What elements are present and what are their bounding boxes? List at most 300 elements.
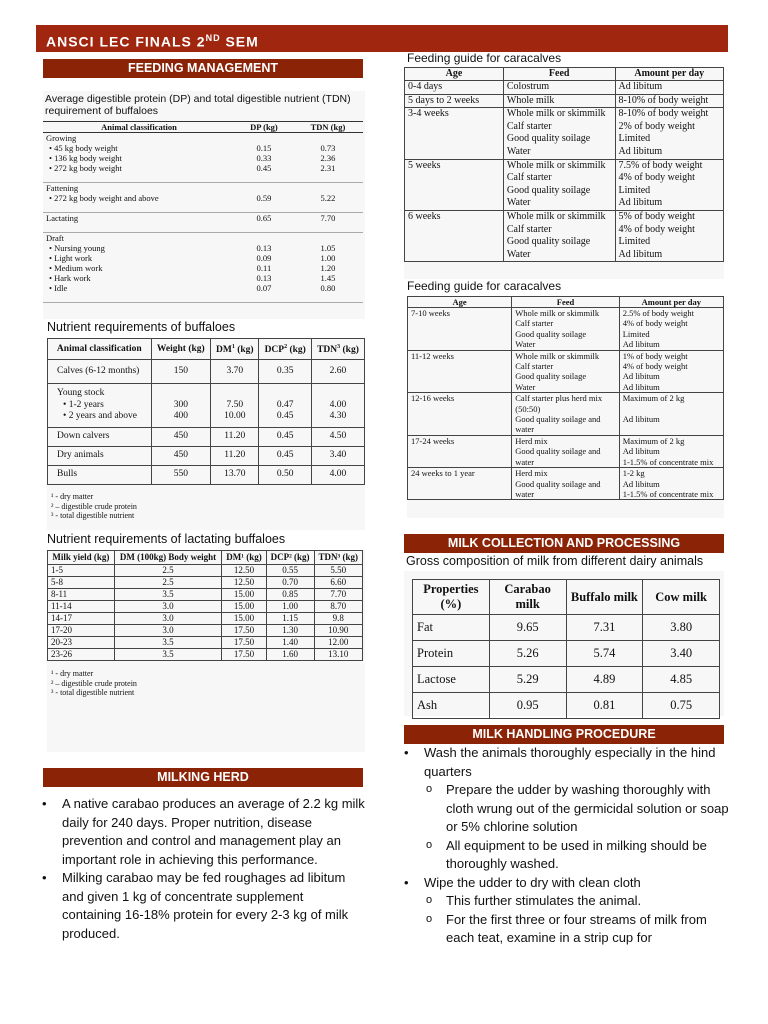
cell-line: Good quality soilage and xyxy=(515,414,601,425)
tdn-value: 7.70 xyxy=(293,213,363,233)
dm-cell xyxy=(211,384,259,428)
cell-line: Limited xyxy=(622,328,650,339)
column-header: Buffalo milk xyxy=(566,580,643,615)
cell-line xyxy=(155,388,208,400)
table-row xyxy=(48,360,365,384)
cell-line: Whole milk or skimmilk xyxy=(506,108,606,120)
cell-line: Ad libitum xyxy=(618,197,663,209)
table-row xyxy=(43,263,363,273)
table-row xyxy=(405,94,724,108)
cell-line: • 2 years and above xyxy=(63,411,138,422)
caracalves-table-1 xyxy=(404,67,724,262)
cell-line: 400 xyxy=(173,411,188,422)
table-cell: 12.00 xyxy=(314,637,362,649)
table-row xyxy=(43,273,363,283)
table-cell: 1.30 xyxy=(266,625,314,637)
table-row xyxy=(408,393,724,436)
cell-line: 3.70 xyxy=(226,365,244,376)
table-row xyxy=(413,615,720,641)
table-cell: 17.50 xyxy=(222,649,266,661)
tdn-cell xyxy=(311,428,364,447)
table-cell: 5.29 xyxy=(489,667,566,693)
dp-value: 0.15 xyxy=(256,143,272,153)
row-label xyxy=(48,428,152,447)
row-label: • 136 kg body weight xyxy=(49,153,122,163)
table-row xyxy=(48,589,363,601)
w-cell xyxy=(151,466,211,485)
age-cell: 0-4 days xyxy=(405,81,504,95)
table-row xyxy=(43,133,363,144)
footnote: ² – digestible crude protein xyxy=(51,501,137,511)
list-item xyxy=(398,874,734,948)
cell-line: Maximum of 2 kg xyxy=(622,435,685,446)
w-cell xyxy=(151,360,211,384)
table-cell: 1.15 xyxy=(266,613,314,625)
row-label: • 45 kg body weight xyxy=(49,143,118,153)
dcp-cell xyxy=(259,384,311,428)
dp-value: 0.11 xyxy=(256,263,272,273)
table-row xyxy=(43,233,363,244)
cell-line: Young stock xyxy=(57,388,105,399)
table-cell: 1-5 xyxy=(48,565,115,577)
cell-line: Good quality soilage xyxy=(515,371,587,382)
table-cell: 15.00 xyxy=(222,589,266,601)
amt-cell xyxy=(615,159,723,210)
row-label xyxy=(48,447,152,466)
column-header: TDN³ (kg) xyxy=(314,551,362,565)
sub-list-item: o This further stimulates the animal. xyxy=(424,892,734,911)
age-cell: 6 weeks xyxy=(405,210,504,261)
gross-composition-caption: Gross composition of milk from different dairy animals xyxy=(406,554,704,568)
table-cell: 3.0 xyxy=(114,601,222,613)
row-label: • Hark work xyxy=(49,273,91,283)
amt-cell xyxy=(619,393,723,436)
table-row xyxy=(405,210,724,261)
table-cell: 5-8 xyxy=(48,577,115,589)
cell-line: Herd mix xyxy=(515,435,548,446)
table-row xyxy=(408,350,724,393)
table-row xyxy=(405,108,724,159)
page-title: ANSCI LEC FINALS 2ND SEM xyxy=(36,25,728,52)
lactating-table-caption: Nutrient requirements of lactating buffaloes xyxy=(47,532,286,546)
table-cell: 17.50 xyxy=(222,637,266,649)
sub-list xyxy=(424,892,734,948)
dcp-cell xyxy=(259,447,311,466)
cell-line: Whole milk xyxy=(506,94,555,106)
dp-value xyxy=(235,233,293,244)
cell-line: Limited xyxy=(618,236,651,248)
feed-cell xyxy=(503,94,615,108)
row-label: • Nursing young xyxy=(49,243,105,253)
cell-line: 1-1.5% of concentrate mix xyxy=(622,456,714,467)
column-header: Age xyxy=(408,297,512,308)
row-label: Growing xyxy=(46,133,77,143)
table-row xyxy=(48,428,365,447)
table-cell: 3.40 xyxy=(643,641,720,667)
table-row xyxy=(48,649,363,661)
header-unit: (kg) xyxy=(234,345,254,356)
table-cell: 23-26 xyxy=(48,649,115,661)
dcp-cell xyxy=(259,360,311,384)
cell-line: 4.00 xyxy=(329,399,347,410)
section-milk-collection: MILK COLLECTION AND PROCESSING xyxy=(404,534,724,553)
cell-line: 11.20 xyxy=(224,431,246,442)
table-row xyxy=(48,601,363,613)
nutrient-table-caption: Nutrient requirements of buffaloes xyxy=(47,320,236,334)
table-row xyxy=(48,565,363,577)
column-header: Amount per day xyxy=(619,297,723,308)
table-row xyxy=(43,143,363,153)
cell-line: • 1-2 years xyxy=(63,399,104,410)
cell-line: 2.5% of body weight xyxy=(622,308,694,318)
feed-cell xyxy=(503,159,615,210)
column-header xyxy=(211,339,259,360)
header-text: Weight (kg) xyxy=(156,343,205,354)
cell-line: Limited xyxy=(618,133,651,145)
tdn-value xyxy=(293,183,363,194)
list-item-text: Wipe the udder to dry with clean cloth xyxy=(424,874,641,890)
cell-line: 4.00 xyxy=(329,469,347,480)
section-feeding-management: FEEDING MANAGEMENT xyxy=(43,59,363,78)
w-cell xyxy=(151,428,211,447)
cell-line: 7.5% of body weight xyxy=(618,159,703,171)
tdn-cell xyxy=(311,360,364,384)
nutrient-footnotes xyxy=(47,492,365,521)
table-header-row xyxy=(48,339,365,360)
table-cell: 7.31 xyxy=(566,615,643,641)
cell-line: 2% of body weight xyxy=(618,120,695,132)
table-cell: 13.10 xyxy=(314,649,362,661)
footnote: ¹ - dry matter xyxy=(51,492,94,502)
caracalves-caption-1: Feeding guide for caracalves xyxy=(407,51,562,65)
cell-line: 550 xyxy=(173,469,188,480)
cell-line: Water xyxy=(506,248,531,260)
table-cell: 0.55 xyxy=(266,565,314,577)
table-cell: 5.74 xyxy=(566,641,643,667)
cell-line xyxy=(623,424,720,434)
table-row xyxy=(43,253,363,263)
table-cell: 14-17 xyxy=(48,613,115,625)
section-milk-handling: MILK HANDLING PROCEDURE xyxy=(404,725,724,744)
table-cell: 5.26 xyxy=(489,641,566,667)
table-cell: 10.90 xyxy=(314,625,362,637)
amt-cell xyxy=(615,108,723,159)
column-header: Age xyxy=(405,68,504,81)
tdn-value: 1.20 xyxy=(320,263,336,273)
dp-value: 0.13 xyxy=(256,243,272,253)
cell-line xyxy=(262,388,307,400)
table-row xyxy=(48,384,365,428)
cell-line: Good quality soilage xyxy=(506,236,591,248)
section-milking-herd: MILKING HERD xyxy=(43,768,363,787)
table-header-row xyxy=(408,297,724,308)
table-cell: 5.50 xyxy=(314,565,362,577)
table-row xyxy=(48,466,365,485)
table-row xyxy=(413,693,720,719)
table-row xyxy=(43,283,363,303)
cell-line: Good quality soilage xyxy=(515,328,587,339)
cell-line: Water xyxy=(515,339,536,350)
table-cell: 1.00 xyxy=(266,601,314,613)
cell-line xyxy=(214,388,255,400)
row-label: • Medium work xyxy=(49,263,103,273)
w-cell xyxy=(151,384,211,428)
table-cell: 0.85 xyxy=(266,589,314,601)
cell-line: Herd mix xyxy=(515,468,548,479)
cell-line: 150 xyxy=(173,365,188,376)
table-cell: 3.0 xyxy=(114,613,222,625)
dp-tdn-table-block xyxy=(43,91,365,319)
column-header: Feed xyxy=(503,68,615,81)
table-row xyxy=(405,81,724,95)
column-header xyxy=(311,339,364,360)
cell-line: Calf starter xyxy=(515,361,554,372)
table-row xyxy=(43,213,363,233)
amt-cell xyxy=(619,350,723,393)
feed-cell xyxy=(512,435,619,467)
table-cell: 8-11 xyxy=(48,589,115,601)
footnote: ² – digestible crude protein xyxy=(51,678,137,688)
header-text: DCP xyxy=(264,345,285,356)
dp-value: 0.13 xyxy=(256,273,272,283)
cell-line: Whole milk or skimmilk xyxy=(515,350,600,361)
header-sup: 3 xyxy=(337,344,341,350)
cell-line: Ad libitum xyxy=(622,371,660,382)
cell-line: Water xyxy=(506,145,531,157)
cell-line: Ad libitum xyxy=(622,446,660,457)
cell-line: Ad libitum xyxy=(618,248,663,260)
table-cell: Lactose xyxy=(413,667,490,693)
column-header: DCP² (kg) xyxy=(266,551,314,565)
header-text: Animal classification xyxy=(56,343,142,354)
dp-value: 0.45 xyxy=(235,163,293,183)
table-cell: 3.80 xyxy=(643,615,720,641)
caracalves-table-2-block xyxy=(407,296,724,518)
amt-cell xyxy=(619,308,723,351)
milk-handling-list xyxy=(398,744,734,948)
cell-line: 1-2 kg xyxy=(622,468,645,479)
table-cell: Ash xyxy=(413,693,490,719)
cell-line: Whole milk or skimmilk xyxy=(506,210,606,222)
list-item-text: Wash the animals thoroughly especially in the hind quarters xyxy=(424,745,716,779)
table-cell: 15.00 xyxy=(222,601,266,613)
cell-line: Maximum of 2 kg xyxy=(622,393,685,404)
table-cell: 17-20 xyxy=(48,625,115,637)
table-row xyxy=(413,641,720,667)
cell-line: Ad libitum xyxy=(618,145,663,157)
dp-value: 0.59 xyxy=(235,193,293,213)
age-cell: 17-24 weeks xyxy=(408,435,512,467)
tdn-value: 0.80 xyxy=(293,283,363,303)
tdn-cell xyxy=(311,466,364,485)
table-cell: 9.8 xyxy=(314,613,362,625)
caracalves-table-1-block xyxy=(404,67,724,279)
column-header: Carabao milk xyxy=(489,580,566,615)
table-cell: 8.70 xyxy=(314,601,362,613)
table-row xyxy=(43,243,363,253)
age-cell: 3-4 weeks xyxy=(405,108,504,159)
table-row xyxy=(48,613,363,625)
row-label: • 272 kg body weight and above xyxy=(43,193,235,213)
column-header xyxy=(151,339,211,360)
table-cell: Fat xyxy=(413,615,490,641)
feed-cell xyxy=(512,308,619,351)
row-label: Draft xyxy=(46,233,64,243)
amt-cell xyxy=(615,94,723,108)
cell-line: Calves (6-12 months) xyxy=(57,365,140,376)
cell-line: Colostrum xyxy=(506,81,550,92)
header-text: TDN xyxy=(317,345,338,356)
header-sup: 2 xyxy=(284,344,288,350)
cell-line: 2.60 xyxy=(329,365,347,376)
tdn-value: 0.73 xyxy=(320,143,336,153)
header-unit: (kg) xyxy=(287,345,306,356)
table-cell: 20-23 xyxy=(48,637,115,649)
table-row xyxy=(48,625,363,637)
table-cell: 1.60 xyxy=(266,649,314,661)
dcp-cell xyxy=(259,428,311,447)
cell-line: 4.30 xyxy=(329,411,347,422)
table-cell: 0.81 xyxy=(566,693,643,719)
age-cell: 5 weeks xyxy=(405,159,504,210)
cell-line: Calf starter xyxy=(506,120,552,132)
table-row xyxy=(408,468,724,500)
cell-line: water xyxy=(515,488,535,499)
feed-cell xyxy=(512,468,619,500)
table-header-row xyxy=(405,68,724,81)
caracalves-caption-2: Feeding guide for caracalves xyxy=(407,279,562,293)
cell-line: Dry animals xyxy=(57,450,104,461)
cell-line: water xyxy=(515,424,535,435)
dp-value: 0.09 xyxy=(256,253,272,263)
caracalves-table-2 xyxy=(407,296,724,500)
dm-cell xyxy=(211,447,259,466)
gross-composition-table xyxy=(412,579,720,719)
cell-line: 0.45 xyxy=(276,450,294,461)
amt-cell xyxy=(615,81,723,95)
tdn-value: 1.05 xyxy=(320,243,336,253)
list-item xyxy=(398,744,734,874)
column-header: Cow milk xyxy=(643,580,720,615)
w-cell xyxy=(151,447,211,466)
tdn-value: 5.22 xyxy=(293,193,363,213)
table-row xyxy=(408,435,724,467)
table-cell: 2.5 xyxy=(114,565,222,577)
header-unit: (kg) xyxy=(340,345,359,356)
table-cell: 3.5 xyxy=(114,589,222,601)
lactating-footnotes xyxy=(47,669,365,698)
table-header-row xyxy=(413,580,720,615)
table-cell: 3.5 xyxy=(114,637,222,649)
cell-line: 3.40 xyxy=(329,450,347,461)
tdn-cell xyxy=(311,384,364,428)
cell-line: Ad libitum xyxy=(622,339,660,350)
table-row xyxy=(413,667,720,693)
cell-line: Good quality soilage and xyxy=(515,446,601,457)
column-header: Animal classification xyxy=(43,122,235,133)
cell-line: Water xyxy=(506,197,531,209)
footnote: ¹ - dry matter xyxy=(51,669,94,678)
column-header: Milk yield (kg) xyxy=(48,551,115,565)
cell-line: Calf starter xyxy=(506,172,552,184)
cell-line: Good quality soilage xyxy=(506,184,591,196)
feed-cell xyxy=(512,350,619,393)
tdn-value: 2.36 xyxy=(320,153,336,163)
lactating-table xyxy=(47,550,363,661)
dm-cell xyxy=(211,466,259,485)
amt-cell xyxy=(615,210,723,261)
column-header xyxy=(259,339,311,360)
cell-line: (50:50) xyxy=(515,403,541,414)
cell-line: Ad libitum xyxy=(622,478,660,489)
cell-line: Good quality soilage xyxy=(506,133,591,145)
table-row xyxy=(43,193,363,213)
dp-tdn-caption: Average digestible protein (DP) and total digestible nutrient (TDN) requirement of buffaloes xyxy=(45,93,351,117)
cell-line: 0.35 xyxy=(276,365,294,376)
dm-cell xyxy=(211,428,259,447)
row-label xyxy=(48,360,152,384)
row-label: • Light work xyxy=(49,253,93,263)
tdn-value: 1.00 xyxy=(320,253,336,263)
cell-line: 8-10% of body weight xyxy=(618,108,709,120)
table-cell: 3.5 xyxy=(114,649,222,661)
row-label: Fattening xyxy=(46,183,79,193)
feed-cell xyxy=(503,81,615,95)
table-row xyxy=(43,163,363,183)
sub-list xyxy=(424,781,734,874)
cell-line: Whole milk or skimmilk xyxy=(506,159,606,171)
cell-line: Ad libitum xyxy=(622,414,660,425)
row-label: • 272 kg body weight xyxy=(43,163,235,183)
table-row xyxy=(48,637,363,649)
tdn-value xyxy=(293,233,363,244)
cell-line: 8-10% of body weight xyxy=(618,94,709,106)
sub-list-item: o Prepare the udder by washing thoroughly with cloth wrung out of the germicidal solution or soap or 5% chlorine solution xyxy=(424,781,734,837)
cell-line: Good quality soilage and xyxy=(515,478,601,489)
table-cell: 9.65 xyxy=(489,615,566,641)
cell-line: Water xyxy=(515,381,536,392)
table-cell: 12.50 xyxy=(222,565,266,577)
sub-list-item: o All equipment to be used in milking should be thoroughly washed. xyxy=(424,837,734,874)
dp-value: 0.65 xyxy=(235,213,293,233)
tdn-value: 2.31 xyxy=(293,163,363,183)
column-header: TDN (kg) xyxy=(293,122,363,133)
amt-cell xyxy=(619,468,723,500)
cell-line: Limited xyxy=(618,184,651,196)
footnote: ³ - total digestible nutrient xyxy=(51,511,135,521)
cell-line: 450 xyxy=(173,450,188,461)
table-row xyxy=(48,447,365,466)
feed-cell xyxy=(503,210,615,261)
cell-line: 1% of body weight xyxy=(622,350,688,361)
cell-line xyxy=(623,404,720,414)
table-cell: 0.70 xyxy=(266,577,314,589)
dp-value: 0.33 xyxy=(256,153,272,163)
cell-line: Calf starter plus herd mix xyxy=(515,393,603,404)
table-cell: 0.75 xyxy=(643,693,720,719)
cell-line: Bulls xyxy=(57,469,78,480)
cell-line: 0.47 xyxy=(276,399,294,410)
cell-line: 10.00 xyxy=(224,411,246,422)
table-header-row xyxy=(43,122,363,133)
tdn-value: 1.45 xyxy=(320,273,336,283)
cell-line: Whole milk or skimmilk xyxy=(515,308,600,318)
table-cell: 0.95 xyxy=(489,693,566,719)
cell-line: 300 xyxy=(173,399,188,410)
dp-value xyxy=(235,183,293,194)
tdn-value xyxy=(293,133,363,144)
cell-line xyxy=(315,388,361,400)
